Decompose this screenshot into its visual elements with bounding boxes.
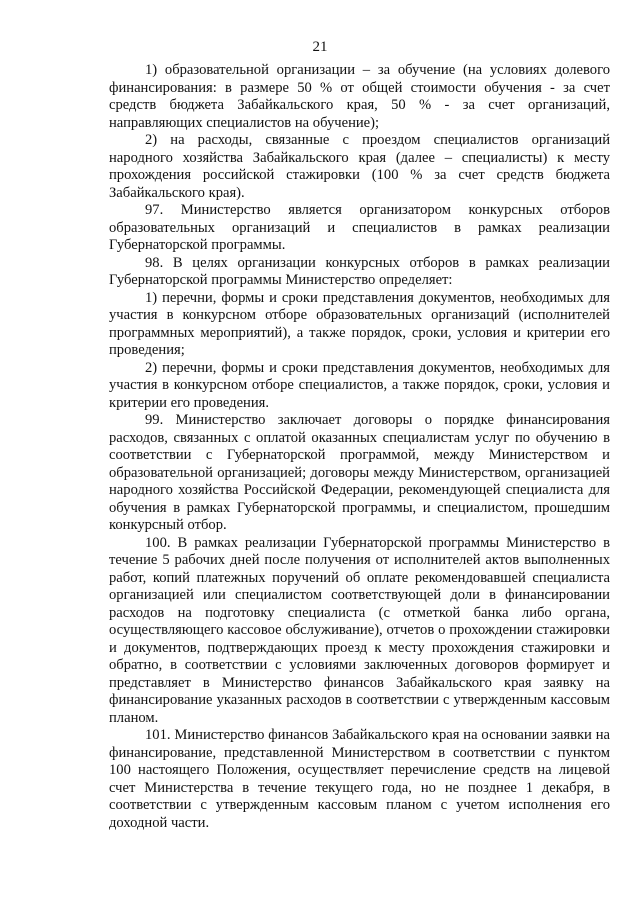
paragraph-97: 97. Министерство является организатором конкурсных отборов образовательных организаций и специалистов в рамках реализации Губернаторской программы. bbox=[109, 202, 610, 253]
paragraph-98-item-2: 2) перечни, формы и сроки представления документов, необходимых для участия в конкурсном отборе специалистов, а также порядок, сроки, условия и критерии его проведения. bbox=[109, 359, 610, 411]
paragraph-99: 99. Министерство заключает договоры о порядке финансирования расходов, связанных с оплатой оказанных специалистам услуг по обучению в соответствии с Губернаторской программой, между Министерством и образовательной организацией; договоры между Министерством, организацией народного хозяйства Российской Федерации, рекомендующей специалиста для обучения в рамках Губернаторской программы, и специалистом, прошедшим конкурсный отбор. bbox=[109, 412, 610, 533]
paragraph-1-education-organization: 1) образовательной организации – за обучение (на условиях долевого финансирования: в размере 50 % от общей стоимости обучения - за счет средств бюджета Забайкальского края, 50 % - за счет организаций, направляющих специалистов на обучение); bbox=[109, 62, 610, 131]
page-number: 21 bbox=[312, 39, 328, 55]
paragraph-101: 101. Министерство финансов Забайкальского края на основании заявки на финансирование, представленной Министерством в соответствии с пунктом 100 настоящего Положения, осуществляет перечисление средств на лицевой счет Министерства в течение текущего года, но не позднее 1 декабря, в соответствии с утвержденным кассовым планом с учетом исполнения его доходной части. bbox=[109, 727, 610, 831]
document-body bbox=[109, 62, 610, 832]
paragraph-98-item-1: 1) перечни, формы и сроки представления документов, необходимых для участия в конкурсном отборе образовательных организаций (исполнителей программных мероприятий), а также порядок, сроки, условия и критерии его проведения; bbox=[109, 289, 610, 358]
paragraph-98: 98. В целях организации конкурсных отборов в рамках реализации Губернаторской программы Министерство определяет: bbox=[109, 254, 610, 288]
paragraph-2-travel-expenses: 2) на расходы, связанные с проездом специалистов организаций народного хозяйства Забайкальского края (далее – специалисты) к месту прохождения российской стажировки (100 % за счет средств бюджета Забайкальского края). bbox=[109, 132, 610, 201]
paragraph-100: 100. В рамках реализации Губернаторской программы Министерство в течение 5 рабочих дней после получения от исполнителей актов выполненных работ, копий платежных поручений об оплате рекомендовавшей специалиста организацией или специалистом соответствующей доли в финансировании расходов на подготовку специалиста (с отметкой банка либо органа, осуществляющего кассовое обслуживание), отчетов о прохождении стажировки и документов, подтверждающих проезд к месту прохождения стажировки и обратно, в соответствии с условиями заключенных договоров формирует и представляет в Министерство финансов Забайкальского края заявку на финансирование указанных расходов в соответствии с утвержденным кассовым планом. bbox=[109, 534, 610, 726]
